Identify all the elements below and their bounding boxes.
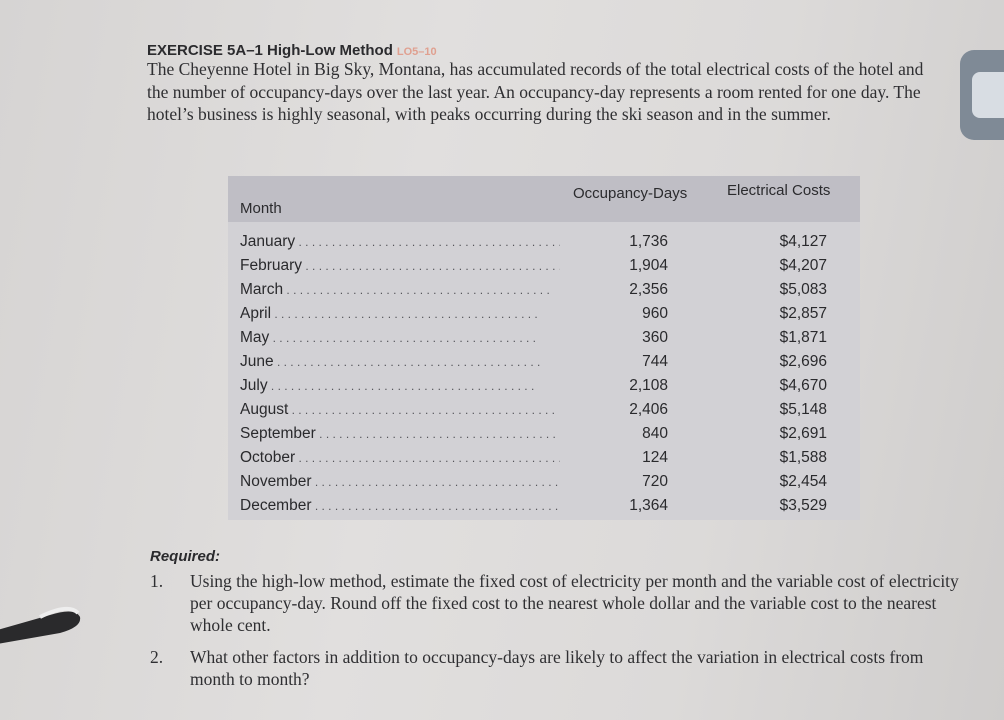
- occupancy-cell: 744: [642, 353, 668, 370]
- table-row: [240, 449, 850, 473]
- electrical-cost-cell: $2,454: [779, 473, 827, 490]
- electrical-cost-cell: $2,857: [779, 305, 827, 322]
- table-row: [240, 281, 850, 305]
- month-cell: February . . .: [240, 257, 560, 275]
- table-row: [240, 377, 850, 401]
- table-row: [240, 329, 850, 353]
- question-item: [150, 646, 970, 690]
- month-cell: August . . .: [240, 401, 560, 419]
- occupancy-cell: 1,364: [629, 497, 668, 514]
- question-text: What other factors in addition to occupancy-days are likely to affect the variation in electrical costs from month to month?: [190, 647, 924, 689]
- question-number: 2.: [150, 647, 164, 667]
- question-text: Using the high-low method, estimate the fixed cost of electricity per month and the variable cost of electricity per occupancy-day. Round off the fixed cost to the nearest whole dollar and the variable cost to the nearest whole cent.: [190, 571, 959, 635]
- exercise-heading: [147, 42, 437, 59]
- occupancy-cell: 720: [642, 473, 668, 490]
- table-row: [240, 257, 850, 281]
- table-row: [240, 401, 850, 425]
- data-table-body: [240, 233, 850, 521]
- occupancy-cell: 840: [642, 425, 668, 442]
- electrical-cost-cell: $4,670: [779, 377, 827, 394]
- occupancy-cell: 360: [642, 329, 668, 346]
- electrical-cost-cell: $4,127: [779, 233, 827, 250]
- month-cell: March . . .: [240, 281, 560, 299]
- month-cell: July . . .: [240, 377, 560, 395]
- month-cell: October . . .: [240, 449, 560, 467]
- table-row: [240, 233, 850, 257]
- column-header-occupancy: Occupancy-Days: [573, 185, 688, 202]
- electrical-cost-cell: $4,207: [779, 257, 827, 274]
- month-cell: June . . .: [240, 353, 560, 371]
- pen-tip-image: [0, 595, 100, 650]
- electrical-cost-cell: $5,083: [779, 281, 827, 298]
- question-item: [150, 570, 970, 636]
- electrical-cost-cell: $1,588: [779, 449, 827, 466]
- exercise-title: EXERCISE 5A–1 High-Low Method: [147, 42, 393, 59]
- table-row: [240, 473, 850, 497]
- occupancy-cell: 2,406: [629, 401, 668, 418]
- month-cell: January . . .: [240, 233, 560, 251]
- electrical-cost-cell: $2,691: [779, 425, 827, 442]
- column-header-month: Month: [240, 200, 282, 217]
- table-row: [240, 353, 850, 377]
- occupancy-cell: 1,736: [629, 233, 668, 250]
- exercise-intro: The Cheyenne Hotel in Big Sky, Montana, has accumulated records of the total electrical costs of the hotel and the number of occupancy-days over the last year. An occupancy-day represents a room rented for one day. The hotel’s business is highly seasonal, with peaks occurring during the ski season and in the summer.: [147, 59, 924, 124]
- month-cell: April . . .: [240, 305, 560, 323]
- electrical-cost-cell: $3,529: [779, 497, 827, 514]
- month-cell: December . . .: [240, 497, 560, 515]
- month-cell: May . . .: [240, 329, 560, 347]
- learning-objective-tag: LO5–10: [396, 46, 437, 58]
- binder-clip-inner: [972, 72, 1004, 118]
- month-cell: November . . .: [240, 473, 560, 491]
- column-header-electrical: Electrical Costs: [727, 182, 831, 199]
- occupancy-cell: 2,356: [629, 281, 668, 298]
- occupancy-cell: 2,108: [629, 377, 668, 394]
- electrical-cost-cell: $2,696: [779, 353, 827, 370]
- table-row: [240, 425, 850, 449]
- electrical-cost-cell: $5,148: [779, 401, 827, 418]
- required-label: Required:: [150, 548, 221, 565]
- occupancy-cell: 124: [642, 449, 668, 466]
- occupancy-cell: 960: [642, 305, 668, 322]
- occupancy-cell: 1,904: [629, 257, 668, 274]
- electrical-cost-cell: $1,871: [779, 329, 827, 346]
- question-number: 1.: [150, 571, 164, 591]
- table-row: [240, 305, 850, 329]
- table-row: [240, 497, 850, 521]
- month-cell: September . . .: [240, 425, 560, 443]
